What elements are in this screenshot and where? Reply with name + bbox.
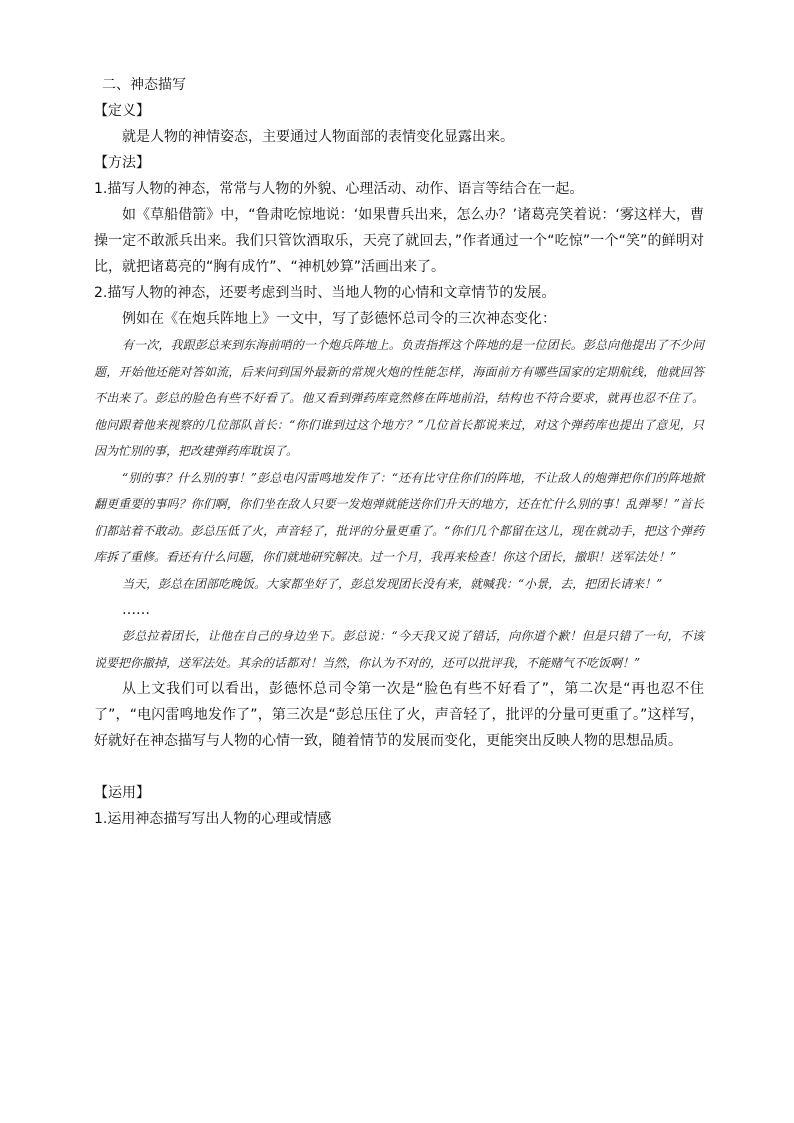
method-item-2: 2.描写人物的神态，还要考虑到当时、当地人物的心情和文章情节的发展。 <box>94 285 556 301</box>
quoted-excerpt-paragraph-3: 当天，彭总在团部吃晚饭。大家都坐好了，彭总发现团长没有来，就喊我：“小景，去，把团长请来！” <box>122 576 663 591</box>
quoted-excerpt-ellipsis: …… <box>122 602 150 618</box>
example-paragraph-1: 如《草船借箭》中，“鲁肃吃惊地说：‘如果曹兵出来，怎么办？’诸葛亮笑着说：‘雾这样大，曹操一定不敢派兵出来。我们只管饮酒取乐，天亮了就回去，”作者通过一个“吃惊”一个“笑”的鲜明对比，就把诸葛亮的“胸有成竹”、“神机妙算”活画出来了。 <box>94 207 704 275</box>
section-spacer <box>94 754 704 780</box>
definition-heading: 【定义】 <box>94 103 150 119</box>
quoted-excerpt-paragraph-4: 彭总拉着团长，让他在自己的身边坐下。彭总说：“今天我又说了错话，向你道个歉！但是只错了一句，不该说要把你撤掉，送军法处。其余的话都对！当然，你认为不对的，还可以批评我，不能赌气不吃饭啊！” <box>94 629 704 670</box>
method-item-1: 1.描写人物的神态，常常与人物的外貌、心理活动、动作、语言等结合在一起。 <box>94 181 584 197</box>
section-title: 二、神态描写 <box>102 77 186 93</box>
document-page <box>94 72 704 832</box>
method-heading: 【方法】 <box>94 155 150 171</box>
application-heading: 【运用】 <box>94 785 150 801</box>
application-item-1: 1.运用神态描写写出人物的心理或情感 <box>94 811 332 827</box>
analysis-paragraph: 从上文我们可以看出，彭德怀总司令第一次是“脸色有些不好看了”，第二次是“再也忍不住了”，“电闪雷鸣地发作了”，第三次是“彭总压住了火，声音轻了，批评的分量可更重了。”这样写，好就好在神态描写与人物的心情一致，随着情节的发展而变化，更能突出反映人物的思想品质。 <box>94 681 704 749</box>
quoted-excerpt-paragraph-1: 有一次，我跟彭总来到东海前哨的一个炮兵阵地上。负责指挥这个阵地的是一位团长。彭总向他提出了不少问题，开始他还能对答如流，后来问到国外最新的常规火炮的性能怎样，海面前方有哪些国家的定期航线，他就回答不出来了。彭总的脸色有些不好看了。他又看到弹药库竟然修在阵地前沿，结构也不符合要求，就再也忍不住了。他问跟着他来视察的几位部队首长：“你们谁到过这个地方？”几位首长都说来过，对这个弹药库也提出了意见，只因为忙别的事，把改建弹药库耽误了。 <box>94 338 704 458</box>
quoted-excerpt-paragraph-2: “别的事？什么别的事！”彭总电闪雷鸣地发作了：“还有比守住你们的阵地，不让敌人的炮弹把你们的阵地掀翻更重要的事吗？你们啊，你们坐在敌人只要一发炮弹就能送你们升天的地方，还在忙什么别的事！乱弹琴！”首长们都站着不敢动。彭总压低了火，声音轻了，批评的分量更重了。“你们几个都留在这儿，现在就动手，把这个弹药库拆了重修。看还有什么问题，你们就地研究解决。过一个月，我再来检查！你这个团长，撤职！送军法处！” <box>94 470 704 564</box>
example-intro-2: 例如在《在炮兵阵地上》一文中，写了彭德怀总司令的三次神态变化： <box>122 311 556 327</box>
definition-text: 就是人物的神情姿态，主要通过人物面部的表情变化显露出来。 <box>122 129 514 145</box>
